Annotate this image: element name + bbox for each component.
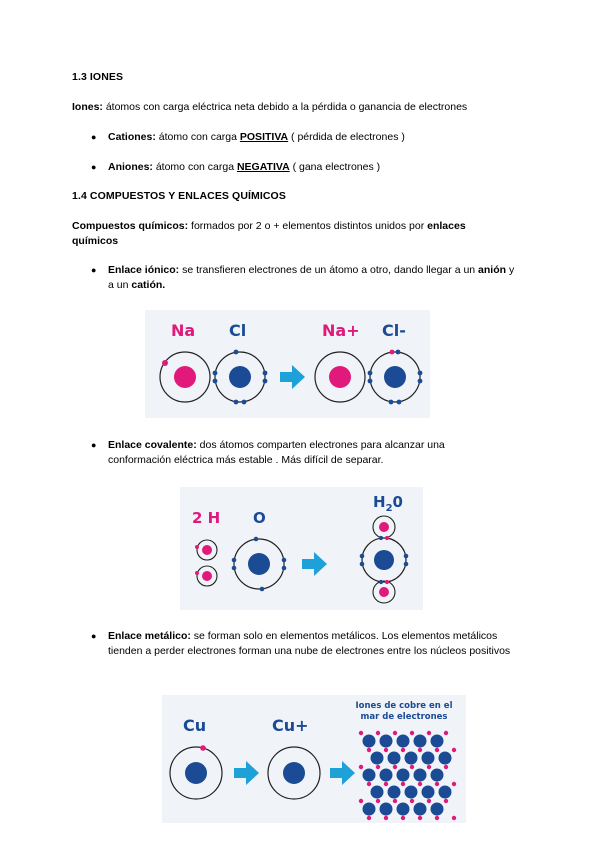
na-label: Na	[171, 321, 196, 340]
h2o-h-nucleus	[379, 587, 389, 597]
iones-def-text: átomos con carga eléctrica neta debido a la pérdida o ganancia de electrones	[102, 101, 468, 113]
aniones-text: átomo con carga	[152, 161, 237, 173]
cationes-text: átomo con carga	[155, 131, 240, 143]
o-electron	[282, 566, 287, 571]
metalico-text: se forman solo en elementos metálicos. Los elementos metálicos tienden a perder electrones forman una nube de electrones entre los núcleos positivos	[108, 630, 511, 657]
copper-ion	[439, 752, 452, 765]
sea-electron	[376, 731, 380, 735]
sea-electron	[401, 748, 405, 752]
bullet-enlace-covalente	[108, 438, 488, 468]
sea-electron	[401, 816, 405, 820]
covalente-text: dos átomos comparten electrones para alcanzar una conformación eléctrica más estable . Más difícil de separar.	[108, 439, 445, 466]
negativa-emphasis: NEGATIVA	[236, 161, 290, 173]
ionico-period: .	[162, 279, 166, 291]
cl-minus-electron	[396, 350, 401, 355]
h-nucleus	[202, 545, 212, 555]
sea-electron	[359, 799, 363, 803]
copper-ion	[380, 769, 393, 782]
sea-electron	[418, 748, 422, 752]
cu-plus-nucleus	[283, 762, 305, 784]
o-electron	[282, 558, 287, 563]
cl-electron	[263, 379, 268, 384]
shared-electron	[379, 580, 383, 584]
h2o-h-nucleus	[379, 522, 389, 532]
sea-electron	[435, 782, 439, 786]
copper-ion	[431, 803, 444, 816]
compuestos-definition	[72, 219, 512, 249]
cl-minus-electron	[389, 400, 394, 405]
sea-electron	[401, 782, 405, 786]
copper-ion	[397, 769, 410, 782]
o-electron	[232, 566, 237, 571]
copper-ion	[363, 735, 376, 748]
bullet-enlace-ionico	[108, 263, 518, 293]
cationes-term: Cationes:	[108, 131, 156, 143]
copper-ion	[405, 752, 418, 765]
transferred-electron	[390, 350, 395, 355]
ionico-term: Enlace iónico:	[108, 264, 180, 276]
sea-electron	[435, 816, 439, 820]
sea-electron	[410, 731, 414, 735]
sea-electron	[393, 765, 397, 769]
bullet-icon: ●	[91, 132, 97, 142]
bullet-aniones	[108, 160, 380, 175]
sea-electron	[376, 799, 380, 803]
copper-ion	[414, 735, 427, 748]
metallic-bond-figure	[162, 695, 466, 823]
sea-electron	[410, 799, 414, 803]
o-electron	[254, 537, 259, 542]
copper-ion	[439, 786, 452, 799]
sea-electron	[367, 782, 371, 786]
aniones-note: ( gana electrones )	[289, 161, 381, 173]
sea-electron	[384, 748, 388, 752]
sea-electron	[384, 816, 388, 820]
sea-caption-line1: Iones de cobre en el	[355, 701, 453, 711]
sea-electron	[444, 731, 448, 735]
sea-electron	[427, 765, 431, 769]
sea-electron	[427, 799, 431, 803]
sea-electron	[452, 782, 456, 786]
sea-electron	[418, 782, 422, 786]
iones-definition	[72, 100, 542, 115]
copper-ion	[388, 752, 401, 765]
na-nucleus	[174, 366, 196, 388]
sea-electron	[452, 816, 456, 820]
sea-electron	[418, 816, 422, 820]
copper-ion	[431, 769, 444, 782]
h2o-label: $H_20$	[373, 493, 403, 514]
sea-electron	[367, 816, 371, 820]
copper-ion	[431, 735, 444, 748]
sea-electron	[393, 731, 397, 735]
cl-minus-electron	[397, 400, 402, 405]
anion-emphasis: anión	[478, 264, 507, 276]
cl-minus-electron	[368, 379, 373, 384]
h2o-electron	[404, 554, 409, 559]
copper-ion	[363, 769, 376, 782]
copper-ion	[371, 752, 384, 765]
h2o-o-nucleus	[374, 550, 394, 570]
ionico-text: se transfieren electrones de un átomo a otro, dando llegar a un	[179, 264, 479, 276]
copper-ion	[371, 786, 384, 799]
ionic-bond-figure	[145, 310, 430, 418]
copper-ion	[363, 803, 376, 816]
sea-electron	[367, 748, 371, 752]
cation-emphasis: catión	[131, 279, 163, 291]
sea-electron	[444, 765, 448, 769]
shared-electron	[385, 536, 389, 540]
bullet-enlace-metalico	[108, 629, 528, 659]
enlaces-quimicos-emphasis: enlaces químicos	[72, 220, 466, 247]
h2o-electron	[360, 554, 365, 559]
copper-ion	[414, 769, 427, 782]
sea-electron	[384, 782, 388, 786]
copper-ion	[414, 803, 427, 816]
sea-electron	[452, 748, 456, 752]
copper-ion	[380, 803, 393, 816]
bullet-icon: ●	[91, 631, 97, 641]
compuestos-def-text: formados por 2 o + elementos distintos unidos por	[188, 220, 428, 232]
cu-electron	[200, 745, 206, 751]
copper-ion	[397, 803, 410, 816]
section-heading-compuestos: 1.4 COMPUESTOS Y ENLACES QUÍMICOS	[72, 190, 286, 202]
cu-plus-label: Cu+	[272, 716, 309, 735]
aniones-term: Aniones:	[108, 161, 153, 173]
h-electron	[195, 571, 199, 575]
cl-label: Cl	[229, 321, 247, 340]
h2o-electron	[404, 562, 409, 567]
cl-electron	[213, 371, 218, 376]
cl-minus-nucleus	[384, 366, 406, 388]
sea-caption-line2: mar de electrones	[360, 712, 448, 722]
positiva-emphasis: POSITIVA	[239, 131, 289, 143]
sea-electron	[427, 731, 431, 735]
cl-minus-electron	[368, 371, 373, 376]
sea-electron	[444, 799, 448, 803]
cu-label: Cu	[183, 716, 207, 735]
o-nucleus	[248, 553, 270, 575]
covalente-term: Enlace covalente:	[108, 439, 197, 451]
iones-term: Iones:	[72, 101, 103, 113]
ionico-text-2: y a un	[108, 264, 515, 291]
electron-sea-lattice	[359, 731, 456, 820]
o-electron	[232, 558, 237, 563]
bullet-icon: ●	[91, 440, 97, 450]
sea-electron	[359, 731, 363, 735]
o-electron	[260, 587, 265, 592]
na-electron	[162, 360, 168, 366]
copper-ion	[422, 752, 435, 765]
copper-ion	[380, 735, 393, 748]
h-nucleus	[202, 571, 212, 581]
copper-ion	[397, 735, 410, 748]
bullet-icon: ●	[91, 265, 97, 275]
h-electron	[195, 545, 199, 549]
shared-electron	[379, 536, 383, 540]
cl-minus-electron	[418, 379, 423, 384]
cationes-note: ( pérdida de electrones )	[288, 131, 405, 143]
cl-electron	[213, 379, 218, 384]
cl-nucleus	[229, 366, 251, 388]
cl-minus-label: Cl-	[382, 321, 406, 340]
shared-electron	[385, 580, 389, 584]
sea-electron	[359, 765, 363, 769]
cl-electron	[234, 350, 239, 355]
o-label: O	[253, 509, 266, 527]
sea-electron	[393, 799, 397, 803]
two-h-label: 2 H	[192, 509, 221, 527]
sea-electron	[376, 765, 380, 769]
na-plus-nucleus	[329, 366, 351, 388]
sea-electron	[435, 748, 439, 752]
bullet-icon: ●	[91, 162, 97, 172]
cl-electron	[242, 400, 247, 405]
na-plus-label: Na+	[322, 321, 360, 340]
cl-electron	[234, 400, 239, 405]
covalent-bond-figure	[180, 487, 423, 610]
metalico-term: Enlace metálico:	[108, 630, 191, 642]
compuestos-term: Compuestos químicos:	[72, 220, 189, 232]
cl-minus-electron	[418, 371, 423, 376]
cl-electron	[263, 371, 268, 376]
sea-electron	[410, 765, 414, 769]
h2o-electron	[360, 562, 365, 567]
bullet-cationes	[108, 130, 405, 145]
copper-ion	[422, 786, 435, 799]
copper-ion	[405, 786, 418, 799]
section-heading-iones: 1.3 IONES	[72, 71, 124, 83]
cu-nucleus	[185, 762, 207, 784]
copper-ion	[388, 786, 401, 799]
